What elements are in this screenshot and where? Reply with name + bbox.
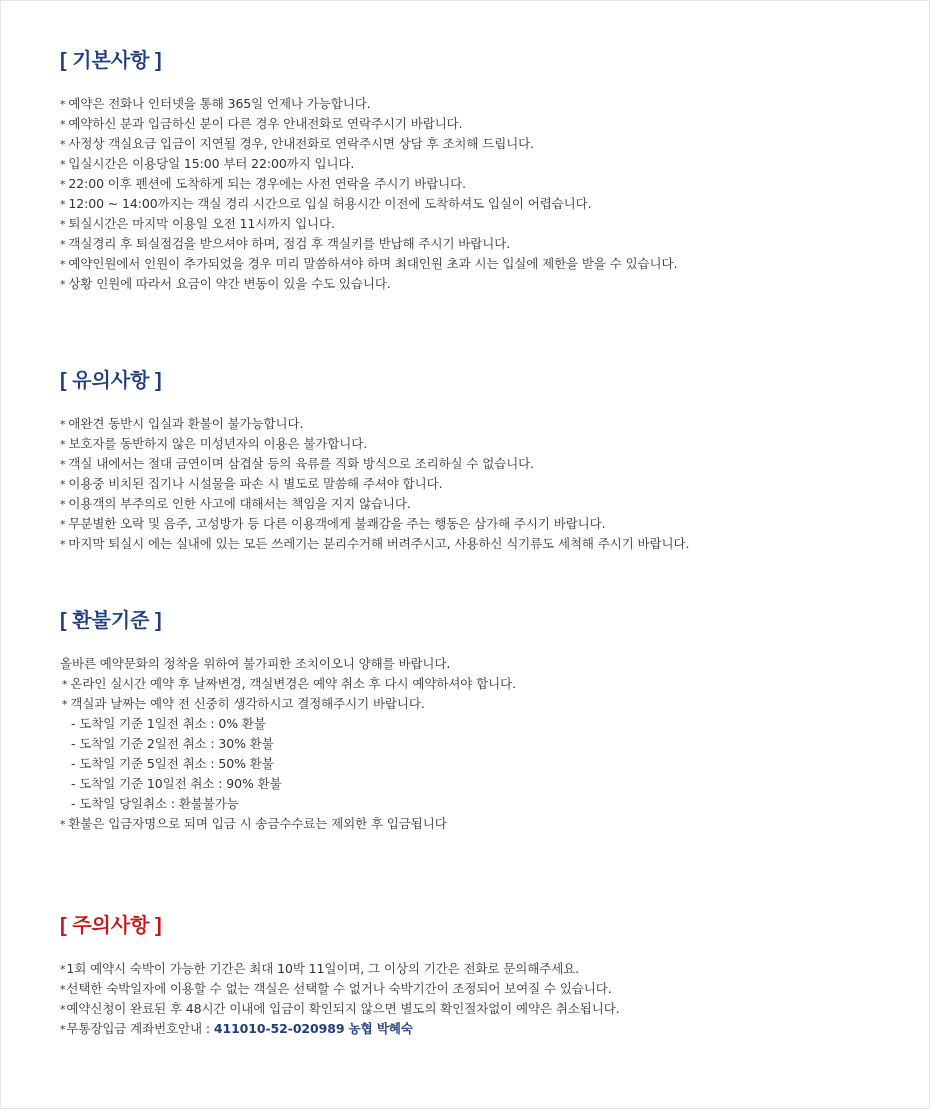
refund-schedule-item: - 도착일 기준 10일전 취소 : 90% 환불 xyxy=(71,776,282,791)
list-item: * 이용중 비치된 집기나 시설물을 파손 시 별도로 말씀해 주셔야 합니다. xyxy=(60,476,443,491)
section-refund xyxy=(60,609,909,831)
list-item: * 이용객의 부주의로 인한 사고에 대해서는 책임을 지지 않습니다. xyxy=(60,496,411,511)
refund-schedule-item: - 도착일 기준 5일전 취소 : 50% 환불 xyxy=(71,756,274,771)
section-basic xyxy=(60,49,909,291)
list-item: * 예약은 전화나 인터넷을 통해 365일 언제나 가능합니다. xyxy=(60,96,371,111)
list-item: * 22:00 이후 펜션에 도착하게 되는 경우에는 사전 연락을 주시기 바랍니다. xyxy=(60,176,466,191)
section-title-basic: [ 기본사항 ] xyxy=(60,50,162,72)
list-item: * 객실 내에서는 절대 금연이며 삼겹살 등의 육류를 직화 방식으로 조리하실 수 없습니다. xyxy=(60,456,535,471)
list-item: * 온라인 실시간 예약 후 날짜변경, 객실변경은 예약 취소 후 다시 예약하셔야 합니다. xyxy=(62,676,516,691)
caution-list xyxy=(60,414,909,554)
list-item: * 상황 인원에 따라서 요금이 약간 변동이 있을 수도 있습니다. xyxy=(60,276,391,291)
section-title-caution: [ 유의사항 ] xyxy=(60,370,162,392)
list-item: * 예약인원에서 인원이 추가되었을 경우 미리 말씀하셔야 하며 최대인원 초과 시는 입실에 제한을 받을 수 있습니다. xyxy=(60,256,678,271)
section-notice xyxy=(60,914,909,1036)
list-item: *예약신청이 완료된 후 48시간 이내에 입금이 확인되지 않으면 별도의 확인절차없이 예약은 취소됩니다. xyxy=(60,1001,620,1016)
list-item: * 입실시간은 이용당일 15:00 부터 22:00까지 입니다. xyxy=(60,156,355,171)
refund-schedule-item: - 도착일 당일취소 : 환불불가능 xyxy=(71,796,239,811)
list-item: * 객실경리 후 퇴실점검을 받으셔야 하며, 점검 후 객실키를 반납해 주시기 바랍니다. xyxy=(60,236,511,251)
basic-list xyxy=(60,94,909,294)
refund-list xyxy=(60,654,909,834)
refund-schedule-item: - 도착일 기준 2일전 취소 : 30% 환불 xyxy=(71,736,274,751)
bank-account-label: 무통장입금 계좌번호안내 : xyxy=(66,1021,214,1036)
list-item: *1회 예약시 숙박이 가능한 기간은 최대 10박 11일이며, 그 이상의 기간은 전화로 문의해주세요. xyxy=(60,961,580,976)
list-item: * 보호자를 동반하지 않은 미성년자의 이용은 불가합니다. xyxy=(60,436,368,451)
section-caution xyxy=(60,369,909,551)
list-item: * 퇴실시간은 마지막 이용일 오전 11시까지 입니다. xyxy=(60,216,335,231)
section-title-refund: [ 환불기준 ] xyxy=(60,610,162,632)
list-item: * 12:00 ~ 14:00까지는 객실 경리 시간으로 입실 허용시간 이전에 도착하셔도 입실이 어렵습니다. xyxy=(60,196,592,211)
list-item: * 예약하신 분과 입금하신 분이 다른 경우 안내전화로 연락주시기 바랍니다. xyxy=(60,116,463,131)
bank-account-line: *무통장입금 계좌번호안내 : 411010-52-020989 농협 박혜숙 xyxy=(60,1021,413,1036)
list-item: * 마지막 퇴실시 에는 실내에 있는 모든 쓰레기는 분리수거해 버려주시고, 사용하신 식기류도 세척해 주시기 바랍니다. xyxy=(60,536,690,551)
refund-note: * 환불은 입금자명으로 되며 입금 시 송금수수료는 제외한 후 입금됩니다 xyxy=(60,816,447,831)
list-item: * 사정상 객실요금 입금이 지연될 경우, 안내전화로 연락주시면 상담 후 조치해 드립니다. xyxy=(60,136,535,151)
list-item: * 객실과 날짜는 예약 전 신중히 생각하시고 결정해주시기 바랍니다. xyxy=(62,696,425,711)
list-item: *선택한 숙박일자에 이용할 수 없는 객실은 선택할 수 없거나 숙박기간이 조정되어 보여질 수 있습니다. xyxy=(60,981,612,996)
refund-intro: 올바른 예약문화의 정착을 위하여 불가피한 조치이오니 양해를 바랍니다. xyxy=(60,656,451,671)
section-title-notice: [ 주의사항 ] xyxy=(60,915,162,937)
list-item: * 무분별한 오락 및 음주, 고성방가 등 다른 이용객에게 불쾌감을 주는 행동은 삼가해 주시기 바랍니다. xyxy=(60,516,606,531)
bank-account-number: 411010-52-020989 농협 박혜숙 xyxy=(213,1021,413,1036)
notice-list xyxy=(60,959,909,1039)
refund-schedule-item: - 도착일 기준 1일전 취소 : 0% 환불 xyxy=(71,716,266,731)
list-item: * 애완견 동반시 입실과 환불이 불가능합니다. xyxy=(60,416,304,431)
